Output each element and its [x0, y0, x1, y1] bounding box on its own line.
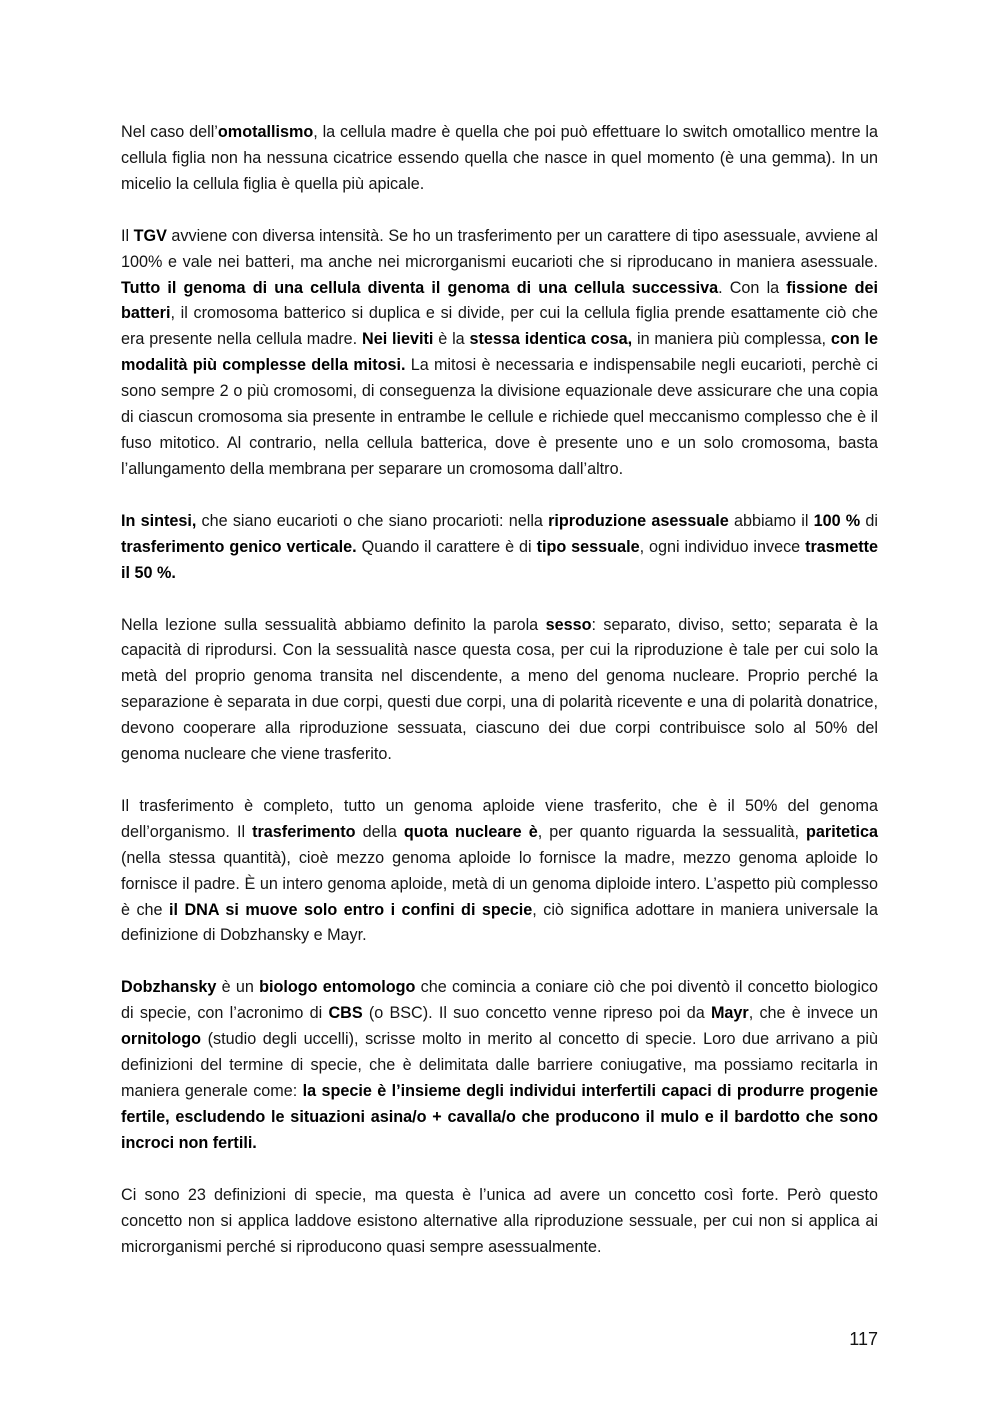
text-run: della	[355, 822, 404, 841]
text-run: in maniera più complessa,	[632, 330, 831, 349]
bold-text: Tutto il genoma di una cellula diventa il genoma di una cellula successiva	[121, 278, 719, 297]
text-run: Il trasferimento è completo, tutto un genoma aploide viene trasferito, che è il 50% del genoma dell’organismo. Il	[121, 796, 878, 841]
text-run: è la	[433, 330, 470, 349]
text-run: , il cromosoma batterico si duplica e si divide, per cui la cellula figlia prende esattamente ciò che era presente nella cellula madre.	[121, 304, 878, 349]
text-run: , che è invece un	[748, 1004, 878, 1023]
bold-text: tipo sessuale	[536, 537, 640, 556]
bold-text: Dobzhansky	[121, 978, 217, 997]
text-run: Quando il carattere è di	[356, 537, 537, 556]
bold-text: omotallismo	[217, 123, 314, 141]
bold-text: trasferimento genico verticale.	[121, 537, 357, 556]
bold-text: la specie è l’insieme degli individui interfertili capaci di produrre progenie fertile, escludendo le situazioni asina/o + cavalla/o che producono il mulo e il bardotto che sono incroci non fertili.	[121, 1082, 878, 1152]
text-run: La mitosi è necessaria e indispensabile negli eucarioti, perchè ci sono sempre 2 o più cromosomi, di conseguenza la divisione equazionale deve assicurare che una copia di ciascun cromosoma sia presente in entrambe le cellule e richiede quel meccanismo complesso che è il fuso mitotico. Al contrario, nella cellula batterica, dove è presente uno e un solo cromosoma, basta l’allungamento della membrana per separare un cromosoma dall’altro.	[121, 356, 878, 478]
bold-text: con le modalità più complesse della mitosi.	[121, 330, 878, 375]
bold-text: trasmette il 50 %.	[121, 537, 878, 582]
bold-text: paritetica	[806, 822, 879, 841]
text-run: Ci sono 23 definizioni di specie, ma questa è l’unica ad avere un concetto così forte. Però questo concetto non si applica laddove esistono alternative alla riproduzione sessuale, per cui non si applica ai microrganismi perché si riproducono quasi sempre asessualmente.	[121, 1185, 878, 1256]
document-page	[121, 120, 878, 1286]
text-run: avviene con diversa intensità. Se ho un trasferimento per un carattere di tipo asessuale, avviene al 100% e vale nei batteri, ma anche nei microrganismi eucarioti che si riproducano in maniera asessuale.	[121, 226, 878, 271]
text-run: , ogni individuo invece	[639, 537, 806, 556]
text-run: : separato, diviso, setto; separata è la capacità di riprodursi. Con la sessualità nasce questa cosa, per cui la riproduzione è tale per cui solo la metà del proprio genoma transita nel discendente, a meno del genoma nucleare. Proprio perché la separazione è separata in due corpi, questi due corpi, una di polarità ricevente e una di polarità donatrice, devono cooperare alla riproduzione sessuata, ciascuno dei due corpi contribuisce solo al 50% del genoma nucleare che viene trasferito.	[121, 615, 878, 764]
bold-text: biologo entomologo	[259, 978, 416, 997]
bold-text: 100 %	[813, 511, 861, 530]
bold-text: sesso	[545, 615, 592, 634]
bold-text: TGV	[133, 226, 167, 245]
paragraph	[121, 1183, 878, 1261]
bold-text: Mayr	[710, 1004, 749, 1023]
bold-text: riproduzione asessuale	[548, 511, 729, 530]
bold-text: Nei lieviti	[362, 330, 434, 349]
page-number: 117	[849, 1329, 878, 1349]
bold-text: trasferimento	[252, 822, 356, 841]
text-run: . Con la	[718, 278, 787, 297]
text-run: , la cellula madre è quella che poi può effettuare lo switch omotallico mentre la cellula figlia non ha nessuna cicatrice essendo quella che nasce in quel momento (è una gemma). In un micelio la cellula figlia è quella più apicale.	[121, 123, 879, 193]
paragraph	[121, 509, 878, 587]
text-run: che siano eucarioti o che siano procarioti: nella	[196, 511, 549, 530]
text-run: , per quanto riguarda la sessualità,	[537, 822, 807, 841]
text-run: di	[860, 511, 878, 530]
text-run: che comincia a coniare ciò che poi diventò il concetto biologico di specie, con l’acronimo di	[121, 978, 878, 1023]
paragraph	[121, 794, 878, 949]
paragraph	[121, 613, 878, 768]
bold-text: il DNA si muove solo entro i confini di specie	[169, 900, 533, 919]
text-run: (o BSC). Il suo concetto venne ripreso poi da	[362, 1004, 711, 1023]
text-run: è un	[216, 978, 260, 997]
bold-text: stessa identica cosa,	[469, 330, 633, 349]
text-run: (studio degli uccelli), scrisse molto in merito al concetto di specie. Loro due arrivano a più definizioni del termine di specie, che è delimitata dalle barriere coniugative, ma possiamo recitarla in maniera generale come:	[121, 1030, 878, 1100]
text-run: , ciò significa adottare in maniera universale la definizione di Dobzhansky e Mayr.	[121, 900, 878, 945]
text-run: Nella lezione sulla sessualità abbiamo definito la parola	[121, 615, 546, 634]
text-run: abbiamo il	[728, 511, 814, 530]
text-run: Nel caso dell’	[121, 123, 218, 141]
text-run: Il	[121, 226, 134, 245]
paragraph	[121, 120, 878, 198]
text-run: (nella stessa quantità), cioè mezzo genoma aploide lo fornisce la madre, mezzo genoma aploide lo fornisce il padre. È un intero genoma aploide, metà di un genoma diploide intero. L’aspetto più complesso è che	[121, 848, 878, 919]
bold-text: ornitologo	[121, 1030, 202, 1049]
bold-text: quota nucleare è	[403, 822, 538, 841]
paragraph	[121, 224, 878, 483]
bold-text: In sintesi,	[121, 511, 197, 530]
bold-text: CBS	[328, 1004, 363, 1023]
paragraph	[121, 975, 878, 1156]
bold-text: fissione dei batteri	[121, 278, 878, 323]
